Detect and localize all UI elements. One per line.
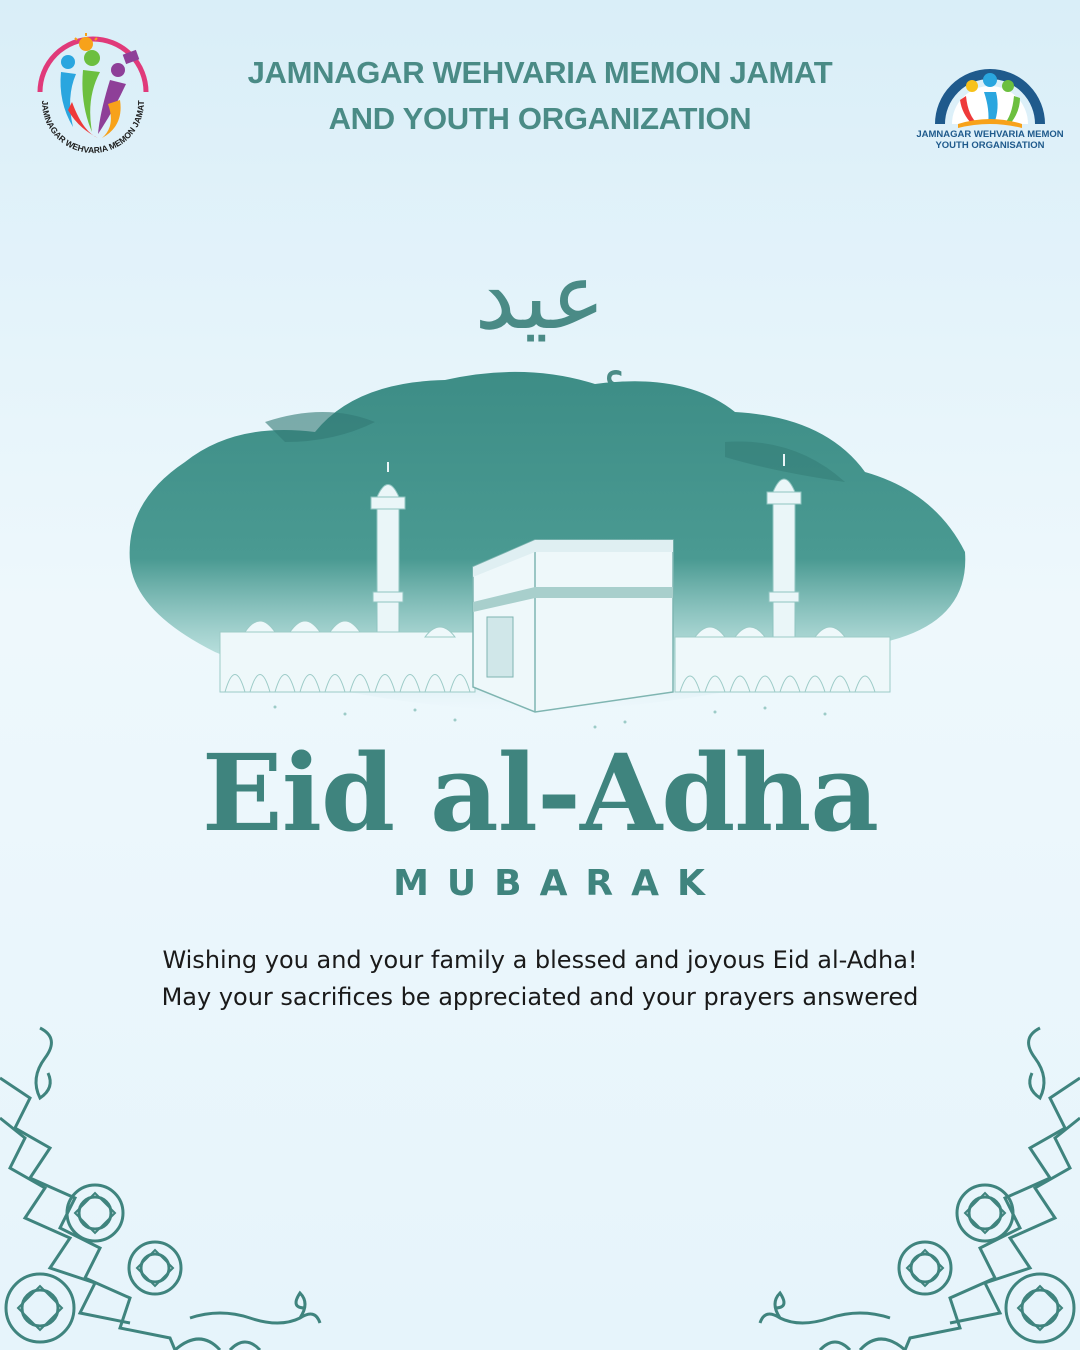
svg-text:JAMNAGAR WEHVARIA MEMON JAMAT [40, 100, 146, 156]
org-title-line-2: AND YOUTH ORGANIZATION [328, 101, 752, 136]
arabic-calligraphy: عيد [474, 243, 606, 350]
greeting-message: Wishing you and your family a blessed and joyous Eid al-Adha! May your sacrifices be appreciated and your prayers answered [161, 946, 919, 1011]
logo-ring-text: JAMNAGAR WEHVARIA MEMON JAMAT [39, 100, 147, 156]
jamat-logo [28, 32, 158, 162]
org-title-line-1: JAMNAGAR WEHVARIA MEMON JAMAT [247, 55, 833, 90]
greeting-subtitle: MUBARAK [393, 863, 723, 904]
floral-corner-ornament-right [750, 1018, 1080, 1350]
logo-caption-line-1: JAMNAGAR WEHVARIA MEMON [916, 129, 1064, 140]
floral-corner-ornament-left [0, 1018, 330, 1350]
logo-caption-line-2: YOUTH ORGANISATION [935, 140, 1045, 151]
greeting-title: Eid al-Adha [201, 730, 879, 855]
kaaba-illustration [125, 362, 970, 782]
